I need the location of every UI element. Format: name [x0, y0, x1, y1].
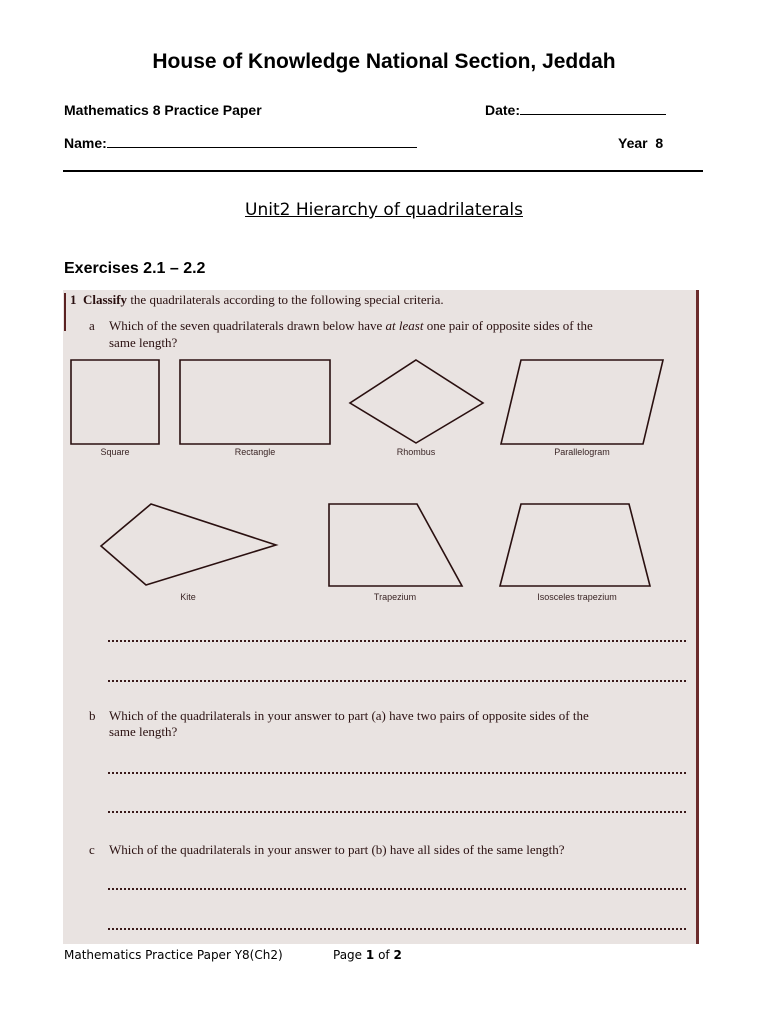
shape-label-rhombus: Rhombus [396, 447, 436, 457]
rectangle-shape [180, 360, 330, 444]
question-number: 1 [70, 292, 77, 307]
shape-label-parallelogram: Parallelogram [554, 447, 610, 457]
paper-title: Mathematics 8 Practice Paper [64, 102, 262, 118]
question-intro-text: the quadrilaterals according to the following special criteria. [130, 292, 444, 307]
page-of: of [378, 948, 390, 962]
year-label: Year [618, 135, 648, 151]
page-word: Page [333, 948, 363, 962]
school-title: House of Knowledge National Section, Jeddah [152, 50, 616, 73]
answer-line-b1[interactable] [108, 772, 686, 774]
answer-line-c1[interactable] [108, 888, 686, 890]
square-shape [71, 360, 159, 444]
part-a-emphasis: at least [385, 318, 424, 333]
part-a-letter: a [89, 318, 95, 333]
part-b-text-line2: same length? [109, 724, 178, 739]
shape-label-kite: Kite [180, 592, 196, 602]
shape-label-trapezium: Trapezium [373, 592, 417, 602]
exercises-title: Exercises 2.1 – 2.2 [64, 260, 206, 277]
page-indicator [333, 948, 402, 962]
shape-label-rectangle: Rectangle [234, 447, 276, 457]
parallelogram-shape [501, 360, 663, 444]
part-a-text-before: Which of the seven quadrilaterals drawn below have [109, 318, 383, 333]
name-label: Name: [64, 135, 107, 151]
date-label: Date: [485, 102, 521, 118]
part-a-text-line2: same length? [109, 335, 178, 350]
year-value: 8 [655, 135, 664, 151]
trapezium-shape [329, 504, 462, 586]
shape-label-isosceles-trapezium: Isosceles trapezium [537, 592, 617, 602]
answer-line-b2[interactable] [108, 811, 686, 813]
question-verb: Classify [83, 292, 128, 307]
page-total: 2 [393, 948, 402, 962]
answer-line-a1[interactable] [108, 640, 686, 642]
part-a-text-after: one pair of opposite sides of the [426, 318, 593, 333]
isosceles-trapezium-shape [500, 504, 650, 586]
shape-label-square: Square [100, 447, 130, 457]
rhombus-shape [350, 360, 483, 443]
page-current: 1 [365, 948, 375, 962]
footer-left: Mathematics Practice Paper Y8(Ch2) [64, 948, 283, 962]
unit-title: Unit2 Hierarchy of quadrilaterals [245, 200, 523, 220]
kite-shape [101, 504, 276, 585]
part-c-letter: c [89, 842, 95, 857]
part-b-letter: b [89, 708, 96, 723]
answer-line-a2[interactable] [108, 680, 686, 682]
answer-line-c2[interactable] [108, 928, 686, 930]
part-c-text-line1: Which of the quadrilaterals in your answer to part (b) have all sides of the same length? [109, 842, 565, 857]
part-b-text-line1: Which of the quadrilaterals in your answer to part (a) have two pairs of opposite sides of the [109, 708, 589, 723]
